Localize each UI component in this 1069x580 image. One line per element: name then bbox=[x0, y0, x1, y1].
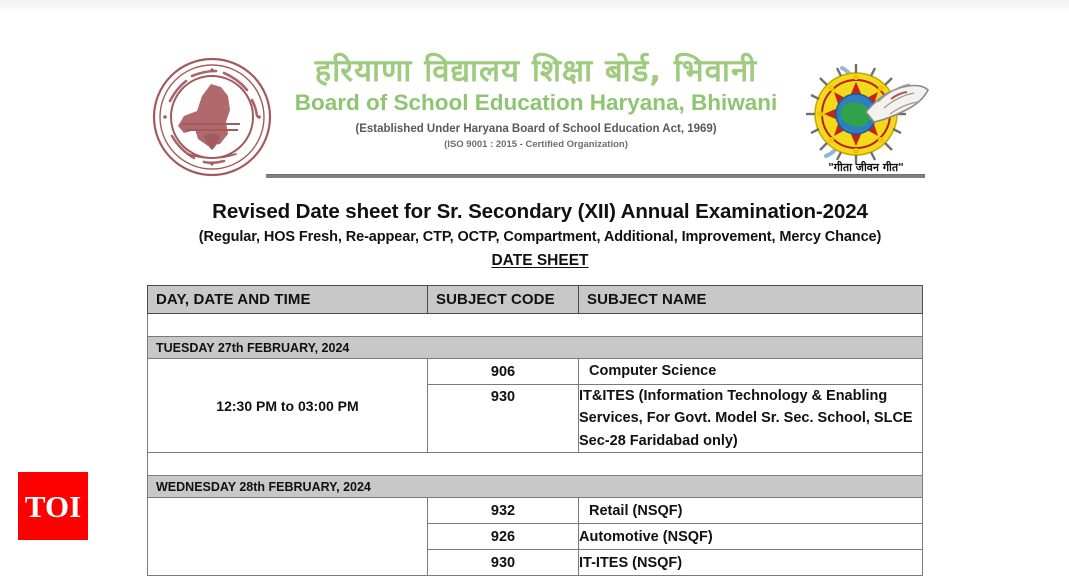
subject-name: Automotive (NSQF) bbox=[579, 524, 923, 550]
subject-name: Computer Science bbox=[579, 359, 923, 385]
subject-code: 930 bbox=[428, 385, 579, 453]
hindi-title: हरियाणा विद्यालय शिक्षा बोर्ड, भिवानी bbox=[314, 53, 758, 89]
spacer-row bbox=[148, 314, 923, 337]
toi-logo-text: TOI bbox=[24, 488, 82, 524]
established-line: (Established Under Haryana Board of School Education Act, 1969) bbox=[355, 122, 717, 135]
subject-code: 930 bbox=[428, 550, 579, 576]
subject-name: IT-ITES (NSQF) bbox=[579, 550, 923, 576]
day-label-wednesday: WEDNESDAY 28th FEBRUARY, 2024 bbox=[148, 476, 923, 498]
subject-name: IT&ITES (Information Technology & Enabling Services, For Govt. Model Sr. Sec. School, SLCE Sec-28 Faridabad only) bbox=[579, 385, 923, 453]
masthead bbox=[148, 52, 938, 177]
page-top-band bbox=[0, 0, 1069, 14]
section-heading bbox=[149, 252, 931, 270]
spacer-row bbox=[148, 453, 923, 476]
day-header-row-wednesday bbox=[148, 476, 923, 498]
table-row bbox=[148, 359, 923, 385]
spacer-cell bbox=[148, 453, 923, 476]
exam-time-tuesday: 12:30 PM to 03:00 PM bbox=[148, 359, 428, 453]
gita-chakra-conch-emblem bbox=[796, 52, 936, 178]
column-header-subject-name: SUBJECT NAME bbox=[579, 286, 923, 314]
exam-time-wednesday bbox=[148, 498, 428, 576]
subject-code: 932 bbox=[428, 498, 579, 524]
page-title: Revised Date sheet for Sr. Secondary (XII) Annual Examination-2024 bbox=[212, 200, 868, 223]
date-sheet-table bbox=[147, 285, 923, 576]
masthead-text bbox=[266, 54, 806, 150]
emblem-caption: "गीता जीवन गीत" bbox=[828, 161, 904, 174]
subject-name: Retail (NSQF) bbox=[579, 498, 923, 524]
table-header-row bbox=[148, 286, 923, 314]
subject-code: 926 bbox=[428, 524, 579, 550]
section-heading-text: DATE SHEET bbox=[491, 252, 589, 269]
page-subtitle: (Regular, HOS Fresh, Re-appear, CTP, OCTP, Compartment, Additional, Improvement, Mercy Chance) bbox=[198, 229, 882, 245]
toi-logo bbox=[18, 472, 88, 540]
board-seal-emblem bbox=[148, 56, 276, 178]
column-header-subject-code: SUBJECT CODE bbox=[428, 286, 579, 314]
iso-line: (ISO 9001 : 2015 - Certified Organization) bbox=[444, 138, 628, 150]
day-header-row-tuesday bbox=[148, 337, 923, 359]
spacer-cell bbox=[148, 314, 923, 337]
column-header-day-date-time: DAY, DATE AND TIME bbox=[148, 286, 428, 314]
day-label-tuesday: TUESDAY 27th FEBRUARY, 2024 bbox=[148, 337, 923, 359]
subject-code: 906 bbox=[428, 359, 579, 385]
english-title: Board of School Education Haryana, Bhiwani bbox=[294, 89, 778, 115]
header-divider bbox=[266, 174, 925, 178]
table-row bbox=[148, 498, 923, 524]
